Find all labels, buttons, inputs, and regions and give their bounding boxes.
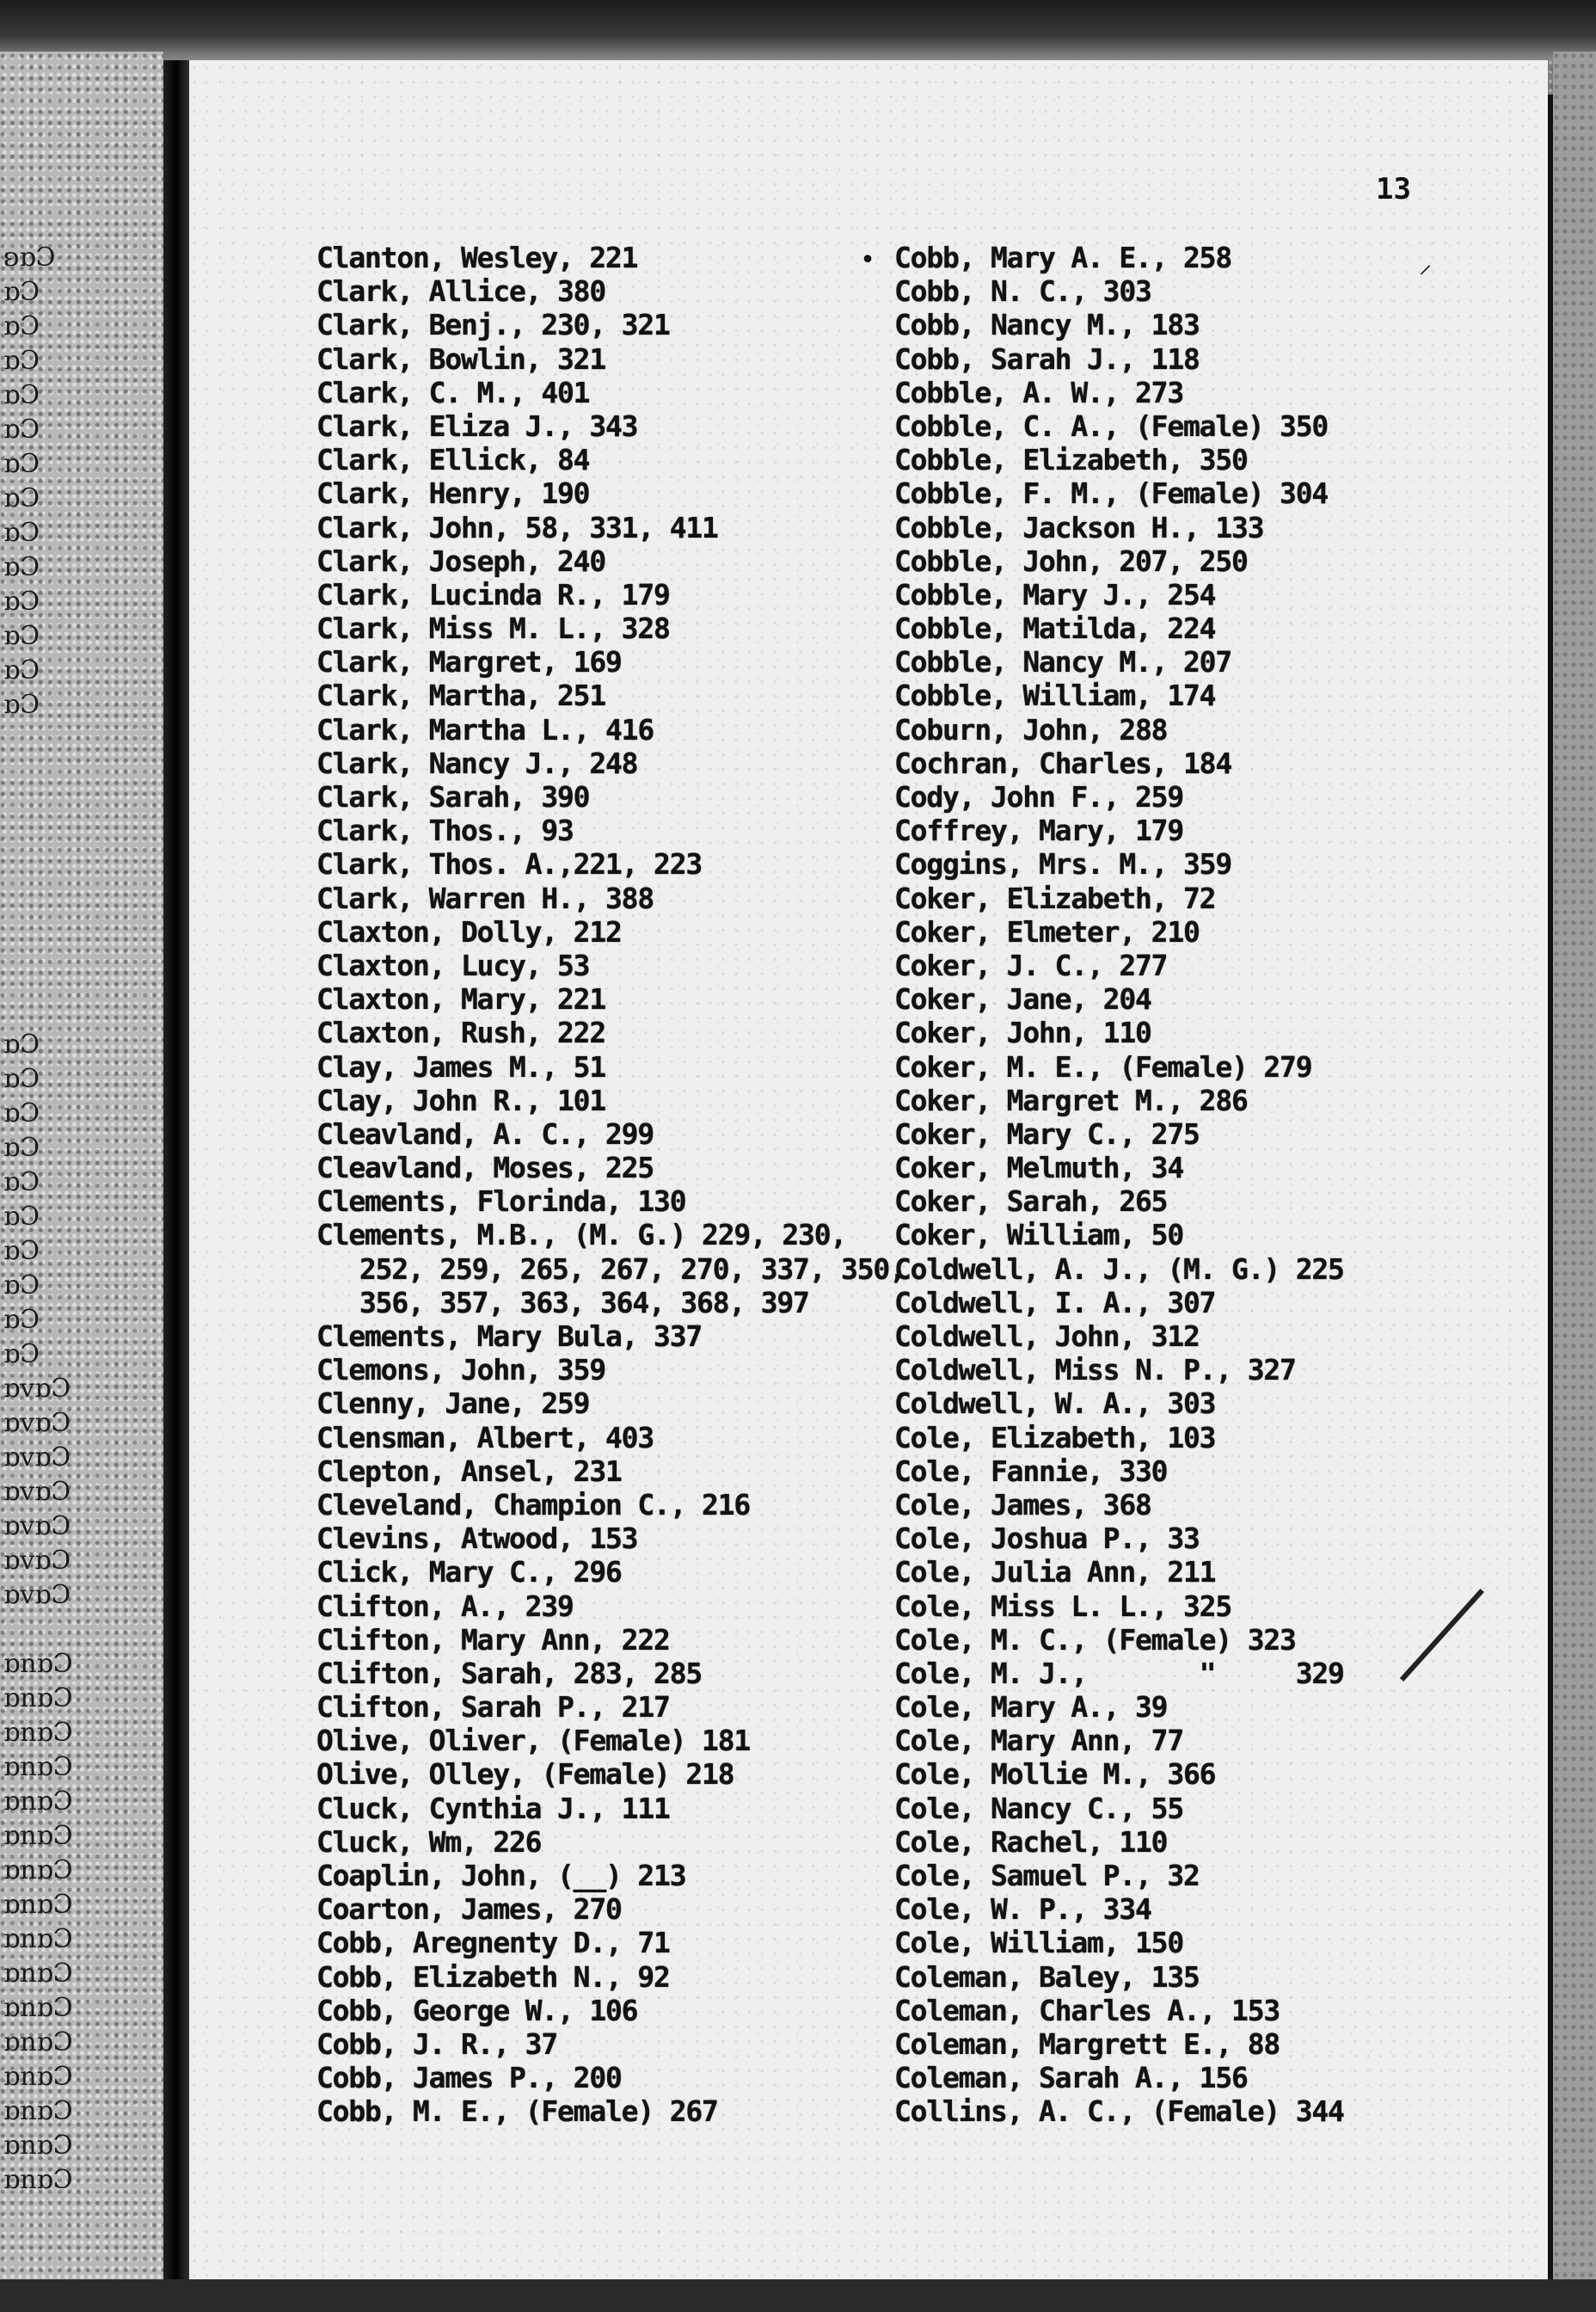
page-binding-edge — [163, 60, 189, 2297]
index-entry: Cobble, Matilda, 224 — [894, 612, 1216, 646]
index-entry: Clements, M.B., (M. G.) 229, 230, — [316, 1218, 847, 1252]
index-entry: Cobble, William, 174 — [894, 679, 1216, 713]
index-entry: Cobb, N. C., 303 — [894, 274, 1151, 309]
index-entry: Cole, M. C., (Female) 323 — [894, 1622, 1296, 1657]
index-entry: Clay, James M., 51 — [316, 1049, 606, 1084]
index-entry: Cobb, George W., 106 — [316, 1993, 638, 2027]
index-entry: Claxton, Dolly, 212 — [316, 914, 622, 949]
index-entry: Cobb, J. R., 37 — [316, 2026, 558, 2061]
index-entry: Cole, Joshua P., 33 — [894, 1522, 1200, 1556]
index-entry: Claxton, Lucy, 53 — [316, 948, 590, 982]
adjacent-page-fragment: ɒnɒƆ — [3, 2062, 73, 2092]
index-entry: Clanton, Wesley, 221 — [316, 241, 638, 274]
adjacent-page-fragment: ɒvɒƆ — [3, 1511, 71, 1541]
index-entry: Coker, M. E., (Female) 279 — [894, 1049, 1312, 1084]
index-entry: Clensman, Albert, 403 — [316, 1420, 654, 1454]
adjacent-page-strip — [0, 52, 163, 2288]
index-entry: Cole, Mary A., 39 — [894, 1690, 1168, 1725]
index-entry: Cochran, Charles, 184 — [894, 746, 1232, 780]
index-entry: Cody, John F., 259 — [894, 780, 1184, 814]
index-entry: Clark, Thos. A.,221, 223 — [316, 847, 703, 882]
adjacent-page-fragment: ɒƆ — [3, 1339, 40, 1369]
index-entry: Coker, J. C., 277 — [894, 948, 1168, 982]
index-entry: Clark, Allice, 380 — [316, 274, 606, 309]
index-entry: Cobb, M. E., (Female) 267 — [316, 2094, 718, 2129]
index-entry: Coker, Elizabeth, 72 — [894, 881, 1216, 915]
adjacent-page-fragment: ɒƆ — [3, 1098, 40, 1128]
adjacent-page-fragment: ɒƆ — [3, 1270, 40, 1300]
adjacent-page-fragment: ɒƆ — [3, 587, 40, 617]
page-number: 13 — [1376, 172, 1411, 206]
adjacent-page-fragment: ɒƆ — [3, 1064, 40, 1094]
index-entry: Clark, Sarah, 390 — [316, 780, 590, 814]
index-entry: Clark, Lucinda R., 179 — [316, 577, 670, 612]
index-entry: Coleman, Margrett E., 88 — [894, 2026, 1280, 2061]
index-entry: Claxton, Rush, 222 — [316, 1016, 606, 1050]
adjacent-page-fragment: ɒƆ — [3, 621, 40, 651]
adjacent-page-fragment: ɒnɒƆ — [3, 1993, 73, 2023]
adjacent-page-fragment: ɒvɒƆ — [3, 1442, 71, 1473]
index-entry: Coker, Mary C., 275 — [894, 1116, 1200, 1151]
index-entry: Cleavland, A. C., 299 — [316, 1116, 654, 1151]
index-entry: Coldwell, I. A., 307 — [894, 1285, 1216, 1319]
adjacent-page-fragment: ɒƆ — [3, 552, 40, 582]
index-entry: Cole, William, 150 — [894, 1926, 1184, 1960]
adjacent-page-fragment: ɒƆ — [3, 311, 40, 341]
index-entry: Olive, Olley, (Female) 218 — [316, 1757, 734, 1792]
adjacent-page-fragment: ɒƆ — [3, 1202, 40, 1232]
adjacent-page-fragment: ɒƆ — [3, 1030, 40, 1060]
index-entry: Coldwell, Miss N. P., 327 — [894, 1353, 1296, 1387]
index-entry: Clark, Benj., 230, 321 — [316, 308, 670, 342]
adjacent-page-fragment: ɒƆ — [3, 346, 40, 376]
index-entry: Cobble, Mary J., 254 — [894, 577, 1216, 612]
index-entry: Coker, Melmuth, 34 — [894, 1151, 1184, 1185]
index-entry: Olive, Oliver, (Female) 181 — [316, 1724, 751, 1758]
adjacent-page-fragment: ɒvɒƆ — [3, 1408, 71, 1438]
index-entry: Cobb, Aregnenty D., 71 — [316, 1926, 670, 1960]
index-entry: Coker, Sarah, 265 — [894, 1184, 1168, 1219]
index-entry: Clark, Thos., 93 — [316, 814, 574, 848]
index-entry: Cole, Nancy C., 55 — [894, 1791, 1184, 1825]
adjacent-page-fragment: ɒnɒƆ — [3, 1718, 73, 1748]
adjacent-page-fragment: ɒƆ — [3, 483, 40, 513]
index-entry: Clark, Martha L., 416 — [316, 712, 654, 747]
index-entry: Coldwell, John, 312 — [894, 1319, 1200, 1353]
index-entry: Coldwell, A. J., (M. G.) 225 — [894, 1251, 1344, 1286]
index-entry: Clifton, A., 239 — [316, 1589, 574, 1623]
adjacent-page-fragment: ɒnɒƆ — [3, 1649, 73, 1679]
index-entry: Cobble, Elizabeth, 350 — [894, 443, 1248, 477]
index-entry: Clark, Ellick, 84 — [316, 443, 590, 477]
index-entry: Cole, Mollie M., 366 — [894, 1757, 1216, 1792]
adjacent-page-fragment: ɒnɒƆ — [3, 2096, 73, 2126]
adjacent-page-fragment: ɒƆ — [3, 277, 40, 307]
adjacent-page-fragment: ɒƆ — [3, 655, 40, 686]
index-entry: Coggins, Mrs. M., 359 — [894, 847, 1232, 882]
index-entry: Coker, William, 50 — [894, 1218, 1184, 1252]
index-entry: Clark, Joseph, 240 — [316, 544, 606, 578]
index-entry: Cleavland, Moses, 225 — [316, 1151, 654, 1185]
adjacent-page-fragment: ɒvɒƆ — [3, 1580, 71, 1610]
index-entry: Clay, John R., 101 — [316, 1083, 606, 1117]
index-entry: Coffrey, Mary, 179 — [894, 814, 1184, 848]
index-entry-continuation: 252, 259, 265, 267, 270, 337, 350, — [359, 1251, 905, 1286]
index-entry: Cluck, Cynthia J., 111 — [316, 1791, 670, 1825]
index-entry: Coarton, James, 270 — [316, 1892, 622, 1927]
index-entry: Cole, Julia Ann, 211 — [894, 1555, 1216, 1590]
index-entry: Cole, Fannie, 330 — [894, 1454, 1168, 1488]
index-entry: Cole, Rachel, 110 — [894, 1824, 1168, 1859]
index-entry: Cole, Miss L. L., 325 — [894, 1589, 1232, 1623]
index-entry: Clepton, Ansel, 231 — [316, 1454, 622, 1488]
index-entry: Claxton, Mary, 221 — [316, 982, 606, 1017]
adjacent-page-fragment: ɒƆ — [3, 1305, 40, 1335]
adjacent-page-fragment: ɒnɒƆ — [3, 1683, 73, 1713]
index-entry: Clark, Bowlin, 321 — [316, 341, 606, 376]
index-entry: Clark, C. M., 401 — [316, 375, 590, 409]
index-entry: Cluck, Wm, 226 — [316, 1824, 542, 1859]
adjacent-page-fragment: ɒƆ — [3, 415, 40, 445]
index-entry: Clenny, Jane, 259 — [316, 1387, 590, 1421]
index-column-left — [316, 241, 905, 2129]
index-entry: Cobb, Elizabeth N., 92 — [316, 1959, 670, 1994]
index-entry: Coburn, John, 288 — [894, 712, 1168, 747]
index-entry: Cleveland, Champion C., 216 — [316, 1487, 751, 1522]
index-entry: Cobb, Nancy M., 183 — [894, 308, 1200, 342]
index-entry: Cobb, Mary A. E., 258 — [894, 241, 1232, 274]
adjacent-page-fragment: ɒƆ — [3, 380, 40, 410]
index-entry: Cobb, Sarah J., 118 — [894, 341, 1200, 376]
adjacent-page-fragment: ɒƆ — [3, 1236, 40, 1266]
index-entry: Clark, Miss M. L., 328 — [316, 612, 670, 646]
top-shadow — [0, 0, 1596, 60]
adjacent-page-fragment: ɒnɒƆ — [3, 1821, 73, 1851]
adjacent-page-fragment: ɒnɒƆ — [3, 2131, 73, 2161]
index-entry: Clark, Henry, 190 — [316, 477, 590, 511]
index-entry: Cobble, A. W., 273 — [894, 375, 1184, 409]
scan-margin-right — [1553, 52, 1596, 2312]
index-entry: Cole, Mary Ann, 77 — [894, 1724, 1184, 1758]
index-entry: Coker, Jane, 204 — [894, 982, 1151, 1017]
index-entry: Clevins, Atwood, 153 — [316, 1522, 638, 1556]
index-entry: Collins, A. C., (Female) 344 — [894, 2094, 1344, 2129]
adjacent-page-fragment: ɒnɒƆ — [3, 1752, 73, 1782]
index-entry: Coker, Margret M., 286 — [894, 1083, 1248, 1117]
index-entry: Clark, John, 58, 331, 411 — [316, 510, 718, 544]
index-entry: Cole, Samuel P., 32 — [894, 1859, 1200, 1892]
adjacent-page-fragment: ɒnɒƆ — [3, 2165, 73, 2195]
adjacent-page-fragment: ɒnɒƆ — [3, 2027, 73, 2057]
index-entry: Cobble, Jackson H., 133 — [894, 510, 1264, 544]
index-entry: Click, Mary C., 296 — [316, 1555, 622, 1590]
index-entry: Clark, Margret, 169 — [316, 645, 622, 679]
adjacent-page-fragment: ɒƆ — [3, 518, 40, 548]
index-entry: Cole, James, 368 — [894, 1487, 1151, 1522]
index-entry: Cobble, John, 207, 250 — [894, 544, 1248, 578]
index-entry: Clements, Mary Bula, 337 — [316, 1319, 703, 1353]
index-entry: Coleman, Baley, 135 — [894, 1959, 1200, 1994]
adjacent-page-fragment: ɒvɒƆ — [3, 1374, 71, 1404]
adjacent-page-fragment: ɒƆ — [3, 690, 40, 720]
adjacent-page-fragment: ɒƆ — [3, 1167, 40, 1197]
adjacent-page-fragment: ɒvɒƆ — [3, 1546, 71, 1576]
index-entry: Clements, Florinda, 130 — [316, 1184, 686, 1219]
bottom-shadow — [0, 2279, 1596, 2312]
index-entry: Clifton, Sarah P., 217 — [316, 1690, 670, 1725]
pen-mark: ⸝ — [1419, 249, 1432, 280]
index-entry: Coker, Elmeter, 210 — [894, 914, 1200, 949]
index-entry: Cole, M. J., " 329 — [894, 1656, 1344, 1690]
adjacent-page-fragment: ɒƆ — [3, 449, 40, 479]
index-column-right — [894, 241, 1548, 2129]
index-entry: Cole, W. P., 334 — [894, 1892, 1151, 1927]
adjacent-page-fragment: ɒvɒƆ — [3, 1477, 71, 1507]
adjacent-page-fragment: ɒnɒƆ — [3, 1958, 73, 1989]
index-entry: Clark, Nancy J., 248 — [316, 746, 638, 780]
index-entry: Coleman, Sarah A., 156 — [894, 2061, 1248, 2095]
index-entry: Clark, Eliza J., 343 — [316, 409, 638, 443]
adjacent-page-fragment: ɒƆ — [3, 1133, 40, 1163]
adjacent-page-fragment: ɒnɒƆ — [3, 1786, 73, 1817]
index-entry: Coaplin, John, (__) 213 — [316, 1859, 686, 1892]
index-entry-continuation: 356, 357, 363, 364, 368, 397 — [359, 1285, 809, 1319]
index-entry: Coker, John, 110 — [894, 1016, 1151, 1050]
index-entry: Coldwell, W. A., 303 — [894, 1387, 1216, 1421]
index-entry: Clark, Martha, 251 — [316, 679, 606, 713]
bullet-mark: • — [860, 245, 876, 275]
adjacent-page-fragment: ʚɒƆ — [3, 243, 56, 273]
index-entry: Cobb, James P., 200 — [316, 2061, 622, 2095]
index-entry: Clifton, Mary Ann, 222 — [316, 1622, 670, 1657]
index-entry: Cobble, Nancy M., 207 — [894, 645, 1232, 679]
index-entry: Clifton, Sarah, 283, 285 — [316, 1656, 703, 1690]
adjacent-page-fragment: ɒnɒƆ — [3, 1924, 73, 1954]
index-entry: Clemons, John, 359 — [316, 1353, 606, 1387]
index-entry: Cobble, F. M., (Female) 304 — [894, 477, 1329, 511]
index-entry: Coleman, Charles A., 153 — [894, 1993, 1280, 2027]
adjacent-page-fragment: ɒnɒƆ — [3, 1855, 73, 1885]
index-entry: Clark, Warren H., 388 — [316, 881, 654, 915]
adjacent-page-fragment: ɒnɒƆ — [3, 1890, 73, 1920]
index-entry: Cobble, C. A., (Female) 350 — [894, 409, 1329, 443]
index-entry: Cole, Elizabeth, 103 — [894, 1420, 1216, 1454]
